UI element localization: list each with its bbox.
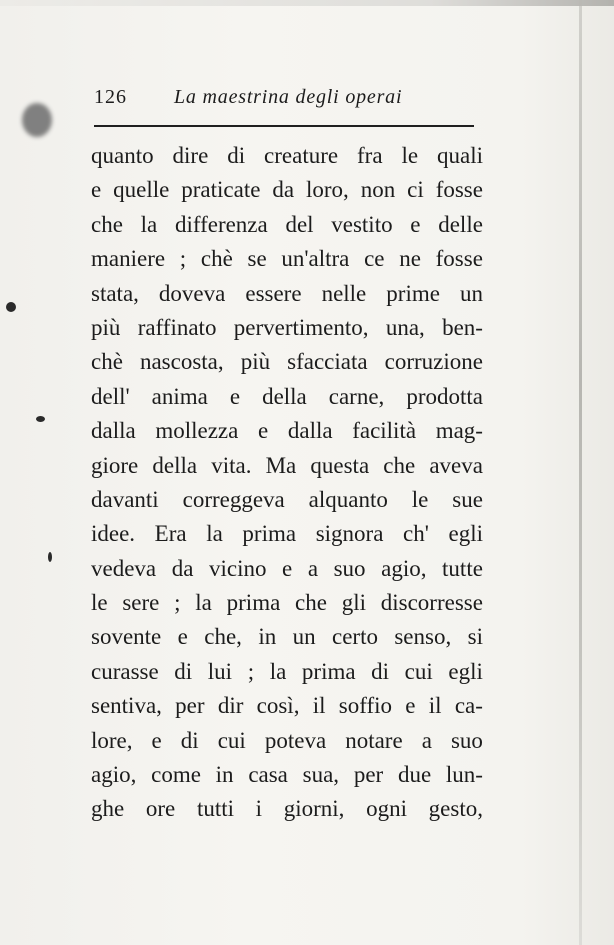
ink-speck bbox=[36, 416, 45, 422]
text-line: chè nascosta, più sfacciata corruzione bbox=[91, 349, 483, 375]
text-line: maniere ; chè se un'altra ce ne fosse bbox=[91, 246, 483, 272]
running-title: La maestrina degli operai bbox=[174, 86, 403, 108]
text-line: lore, e di cui poteva notare a suo bbox=[91, 727, 483, 753]
text-line: più raffinato pervertimento, una, ben- bbox=[91, 314, 483, 340]
text-line: sentiva, per dir così, il soffio e il ca- bbox=[91, 693, 483, 719]
text-line: idee. Era la prima signora ch' egli bbox=[91, 521, 483, 547]
text-line: vedeva da vicino e a suo agio, tutte bbox=[91, 555, 483, 581]
ink-blot bbox=[22, 103, 52, 137]
page-header bbox=[94, 84, 474, 114]
text-line: e quelle praticate da loro, non ci fosse bbox=[91, 177, 483, 203]
text-line: dalla mollezza e dalla facilità mag- bbox=[91, 418, 483, 444]
header-rule bbox=[94, 125, 474, 127]
page-top-edge bbox=[0, 0, 614, 6]
text-line: davanti correggeva alquanto le sue bbox=[91, 486, 483, 512]
text-line: stata, doveva essere nelle prime un bbox=[91, 280, 483, 306]
text-line: quanto dire di creature fra le quali bbox=[91, 143, 483, 168]
body-text bbox=[91, 139, 483, 827]
text-line: dell' anima e della carne, prodotta bbox=[91, 383, 483, 409]
text-line: ghe ore tutti i giorni, ogni gesto, bbox=[91, 796, 483, 822]
text-line: le sere ; la prima che gli discorresse bbox=[91, 590, 483, 616]
ink-speck bbox=[6, 302, 16, 312]
ink-speck bbox=[48, 552, 52, 562]
text-line: agio, come in casa sua, per due lun- bbox=[91, 762, 483, 788]
page-binding-edge bbox=[579, 0, 582, 945]
text-line: che la differenza del vestito e delle bbox=[91, 211, 483, 237]
text-line: giore della vita. Ma questa che aveva bbox=[91, 452, 483, 478]
text-line: curasse di lui ; la prima di cui egli bbox=[91, 658, 483, 684]
page-number: 126 bbox=[94, 86, 127, 108]
text-line: sovente e che, in un certo senso, si bbox=[91, 624, 483, 650]
